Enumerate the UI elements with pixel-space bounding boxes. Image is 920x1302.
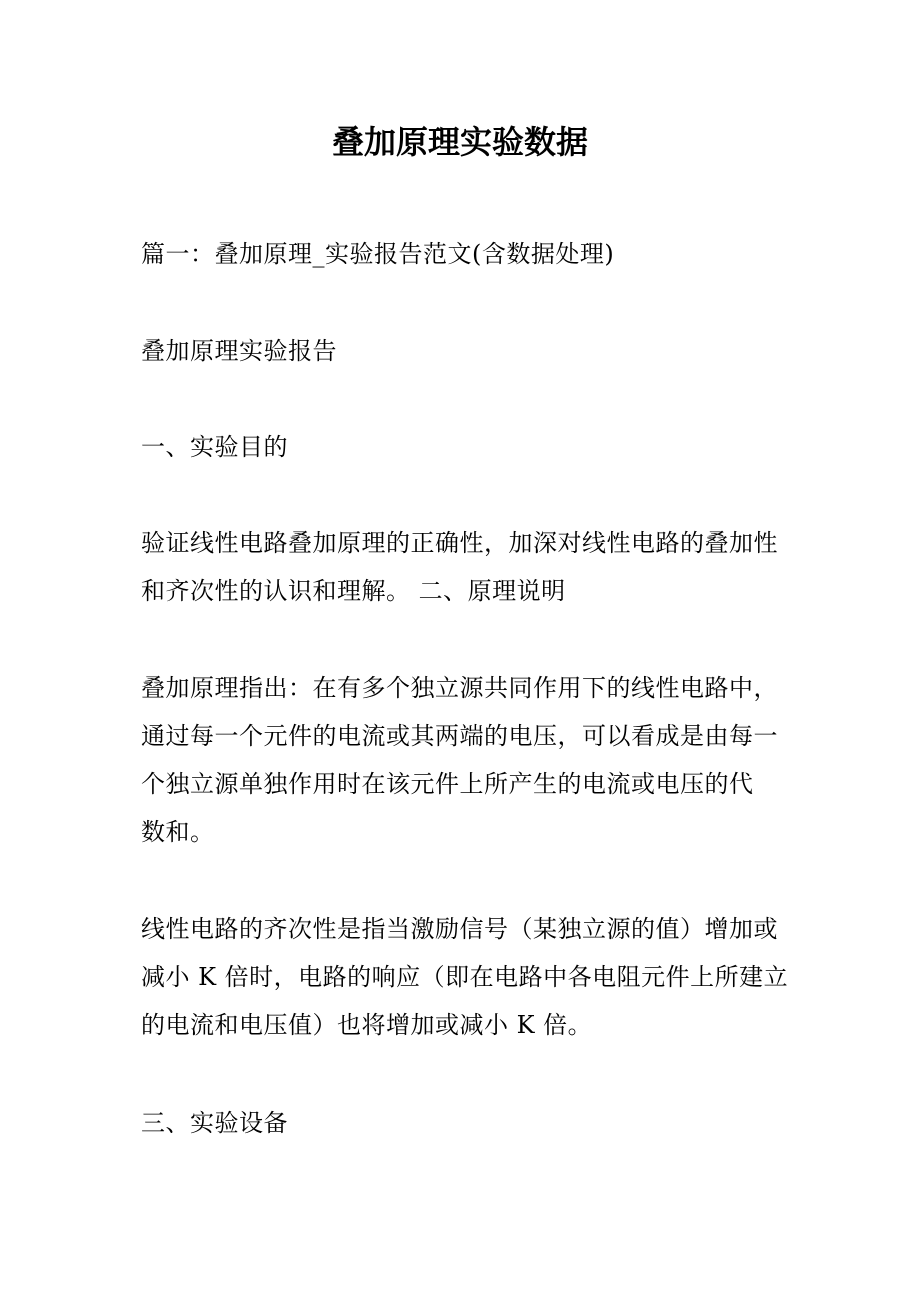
text-line: 减小 K 倍时，电路的响应（即在电路中各电阻元件上所建立	[141, 963, 789, 991]
homogeneity-paragraph	[141, 905, 789, 1049]
objective-paragraph	[141, 519, 786, 615]
document-title: 叠加原理实验数据	[331, 123, 588, 161]
text-line: 和齐次性的认识和理解。 二、原理说明	[141, 577, 566, 605]
section-heading-equipment	[141, 1099, 786, 1147]
text-line: 叠加原理实验报告	[141, 337, 337, 365]
text-line: 的电流和电压值）也将增加或减小 K 倍。	[141, 1011, 593, 1039]
text-line: 个独立源单独作用时在该元件上所产生的电流或电压的代	[141, 770, 754, 798]
section-heading-objective	[141, 423, 786, 471]
text-line: 一、实验目的	[141, 433, 288, 461]
text-line: 验证线性电路叠加原理的正确性，加深对线性电路的叠加性	[141, 529, 778, 557]
report-heading	[141, 327, 786, 375]
text-line: 叠加原理指出：在有多个独立源共同作用下的线性电路中，	[141, 674, 778, 702]
text-line: 数和。	[141, 818, 215, 846]
text-line: 三、实验设备	[141, 1109, 288, 1137]
text-line: 通过每一个元件的电流或其两端的电压，可以看成是由每一	[141, 722, 778, 750]
text-line: 线性电路的齐次性是指当激励信号（某独立源的值）增加或	[141, 915, 778, 943]
principle-paragraph	[141, 664, 786, 856]
section-heading-chapter-one	[141, 230, 786, 278]
text-line: 篇一：叠加原理_实验报告范文(含数据处理)	[141, 240, 615, 268]
